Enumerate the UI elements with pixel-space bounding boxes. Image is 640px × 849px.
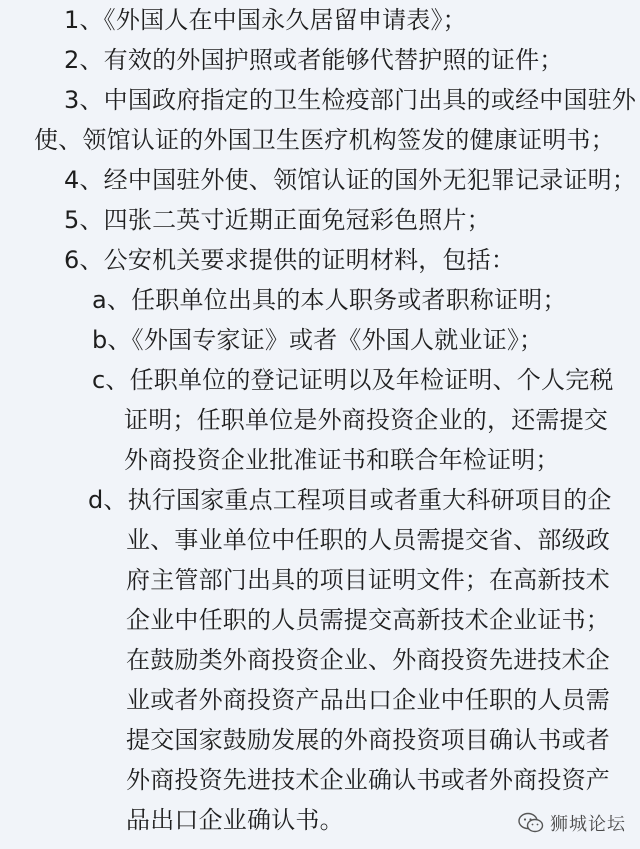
item-6a: a、任职单位出具的本人职务或者职称证明； xyxy=(92,286,567,314)
item-6d-line-5: 在鼓励类外商投资企业、外商投资先进技术企 xyxy=(126,646,610,674)
item-3-line-1: 3、中国政府指定的卫生检疫部门出具的或经中国驻外 xyxy=(64,86,637,114)
item-6d-line-7: 提交国家鼓励发展的外商投资项目确认书或者 xyxy=(126,726,610,754)
item-6d-line-3: 府主管部门出具的项目证明文件；在高新技术 xyxy=(126,566,610,594)
item-3-line-2: 使、领馆认证的外国卫生医疗机构签发的健康证明书； xyxy=(34,126,615,154)
item-6d-line-2: 业、事业单位中任职的人员需提交省、部级政 xyxy=(126,526,610,554)
item-5: 5、四张二英寸近期正面免冠彩色照片； xyxy=(64,206,491,234)
item-6c-line-3: 外商投资企业批准证书和联合年检证明； xyxy=(124,446,560,474)
item-2: 2、有效的外国护照或者能够代替护照的证件； xyxy=(64,46,564,74)
watermark xyxy=(518,809,626,837)
wechat-icon xyxy=(518,812,544,834)
item-6d-line-9: 品出口企业确认书。 xyxy=(126,806,344,834)
watermark-text: 狮城论坛 xyxy=(550,814,626,835)
item-1: 1、《外国人在中国永久居留申请表》； xyxy=(64,6,467,34)
item-6b: b、《外国专家证》或者《外国人就业证》； xyxy=(92,326,544,354)
item-6d-line-6: 业或者外商投资产品出口企业中任职的人员需 xyxy=(126,686,610,714)
item-6d-line-8: 外商投资先进技术企业确认书或者外商投资产 xyxy=(126,766,610,794)
item-6d-line-1: d、执行国家重点工程项目或者重大科研项目的企 xyxy=(88,486,612,514)
item-6: 6、公安机关要求提供的证明材料，包括： xyxy=(64,246,516,274)
item-6d-line-4: 企业中任职的人员需提交高新技术企业证书； xyxy=(126,606,610,634)
item-6c-line-1: c、任职单位的登记证明以及年检证明、个人完税 xyxy=(92,366,614,394)
item-6c-line-2: 证明；任职单位是外商投资企业的，还需提交 xyxy=(124,406,608,434)
item-4: 4、经中国驻外使、领馆认证的国外无犯罪记录证明； xyxy=(64,166,637,194)
